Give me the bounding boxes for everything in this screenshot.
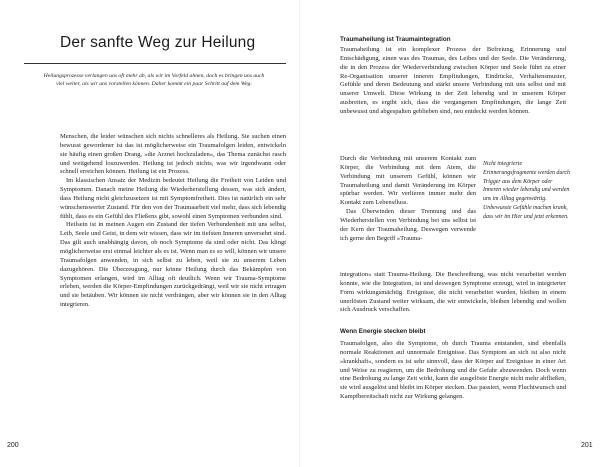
left-body-text [60, 133, 286, 310]
chapter-intro: Heilungsprozesse verlangen uns oft mehr ab, als wir im Vorfeld ahnen, doch es bringen uns auch viel weiter, als wir uns vorstellen können. Daher kommt ein paar Schritt auf dem Weg. [43, 73, 265, 87]
section-heading: Wenn Energie stecken bleibt [340, 328, 426, 335]
paragraph: Menschen, die leider wünschen sich nichts schnelleres als Heilung. Sie suchen einen bewusst gewordener ist das ist möglicherweise ein Traumafolgen leiden, entwickeln sie häufig einen großen Drang, »die Arznei hochzuladen«, das Thema zunächst rasch und weitgehend loszuwerden. Heilung ist jedoch nichts, was wir irgendwann oder schnell erreichen können. Heilung ist ein Prozess. [60, 133, 286, 176]
title-rule [24, 63, 286, 64]
right-page [300, 0, 600, 467]
section-heading: Traumaheilung ist Traumaintegration [340, 36, 451, 43]
right-body-text-3 [340, 271, 566, 315]
chapter-title: Der sanfte Weg zur Heilung [60, 34, 256, 51]
right-body-text-1 [340, 46, 566, 117]
right-body-text-4 [340, 340, 566, 402]
paragraph: Traumafolgen, also die Symptome, ob durch Trauma entstanden, sind ebenfalls normale Reaktionen auf unnormale Ereignisse. Das Symptom an sich ist also nicht »krankhaft«, sondern es ist sehr sinnvoll, dass der Körper auf Ereignisse in einer Art und Weise zu reagieren, um die Bedrohung und die Gefahr abzuwenden. Doch wenn eine Bedrohung zu lange Zeit wirkt, kann die ausgelöste Energie nicht mehr abfließen, sie wird ausgelöst und bleibt im Körper stecken. Das passiert, wenn Fluchtwunsch und Kampfbereitschaft nicht zur Wirkung gelangen. [340, 340, 566, 401]
paragraph: Im klassischen Ansatz der Medizin bedeutet Heilung die Freiheit von Leiden und Symptomen. Danach meine Heilung die Wiederherstellung dessen, was sich ändert, dass Heilung nicht gleichzusetzen ist mit Symptomfreiheit. Dies ist natürlich ein sehr wünschenswerter Zustand. Für den von der Traumaarbeit viel mehr, dass sich lebendig fühlt, dass es ein Gefühl des Fließens gibt, sowohl einen Symptomen verbunden sind. [60, 177, 286, 220]
page-number-right: 201 [581, 442, 593, 449]
paragraph: Durch die Verbindung mit unserem Kontakt zum Körper, die Verbindung mit dem Atem, die Verbindung mit unserem Gefühl, können wir Traumaheilung und damit Veränderung im Körper spürbar werden. Wir verlieren immer mehr den Kontakt zum Lebensfluss. [340, 155, 476, 207]
paragraph: Das Überwinden dieser Trennung und das Wiederherstellen von Verbindung bei uns selbst ist der Kern der Traumaheilung. Deswegen verwende ich gerne den Begriff »Trauma- [340, 208, 476, 242]
paragraph: Heilsein ist in meinen Augen ein Zustand der tiefen Verbundenheit mit uns selbst, Leib, Seele und Geist, in dem wir wissen, dass wir im tiefsten Inneren unversehrt sind. Das gilt auch unabhängig davon, ob noch Symptome da sind oder nicht. Das klingt möglicherweise erst einmal leichter als es ist. Wenn man es so will, können wir unsere Traumafolgen anwenden, in sich selbst zu leben, weil sie zu unserem Leben dazugehören. Die Überzeugung, nur könne Heilung durch das Bekämpfen von Symptomen erlangen, wird im Alltag oft deutlich. Wenn wir Trauma-Symptome erleben, werden die Körper-Empfindungen zurückgedrängt, weil wir sie nicht ertragen und sie betäuben. Wir können sie nicht verdrängen, aber wir können sie in den Alltag integrieren. [60, 221, 286, 309]
pull-quote: Nicht integrierte Erinnerungsfragmente werden durch Trigger aus dem Körper oder Inneren wieder lebendig und werden uns im Alltag gegenwärtig. Unbewusste Gefühle machen krank, dass wir im Hier und jetzt erkennen. [483, 161, 570, 220]
right-body-text-2 [340, 155, 476, 243]
page-number-left: 200 [7, 442, 19, 449]
paragraph: Traumaheilung ist ein komplexer Prozess der Befreiung, Erinnerung und Entschädigung, einen was des Traumas, des Leibes und der Seele. Die Veränderung, die in den Prozess der Wiederverbindung zwischen Körper und Seele führt zu einer Re-Organisation unserer inneren Empfindungen, Eindrücke, Verhaltensmuster, Gefühle und deren Bedeutung und stärkt unsere Verbindung mit uns selbst und mit unserer Umwelt. Diese Wirkung in der Zeit lebendig und in unserem Körper ausbreiten, es ergibt sich, dass die vergangenen Empfindungen, die lange Zeit unbewusst und abgespalten geblieben sind, neu entdeckt werden können. [340, 46, 566, 115]
paragraph: integration« statt Trauma-Heilung. Die Beschreibung, was nicht verarbeitet werden konnte, wie die Integration, ist und deswegen Symptome erzeugt, wird in integrierter Form wirkungsmächtig. Ereignisse, die nicht verarbeitet wurden, bleiben in einem unerlösten Zustand weiter wirksam, die wir entwickeln, bleiben lebendig und wollen sich Ausdruck verschaffen. [340, 271, 566, 314]
